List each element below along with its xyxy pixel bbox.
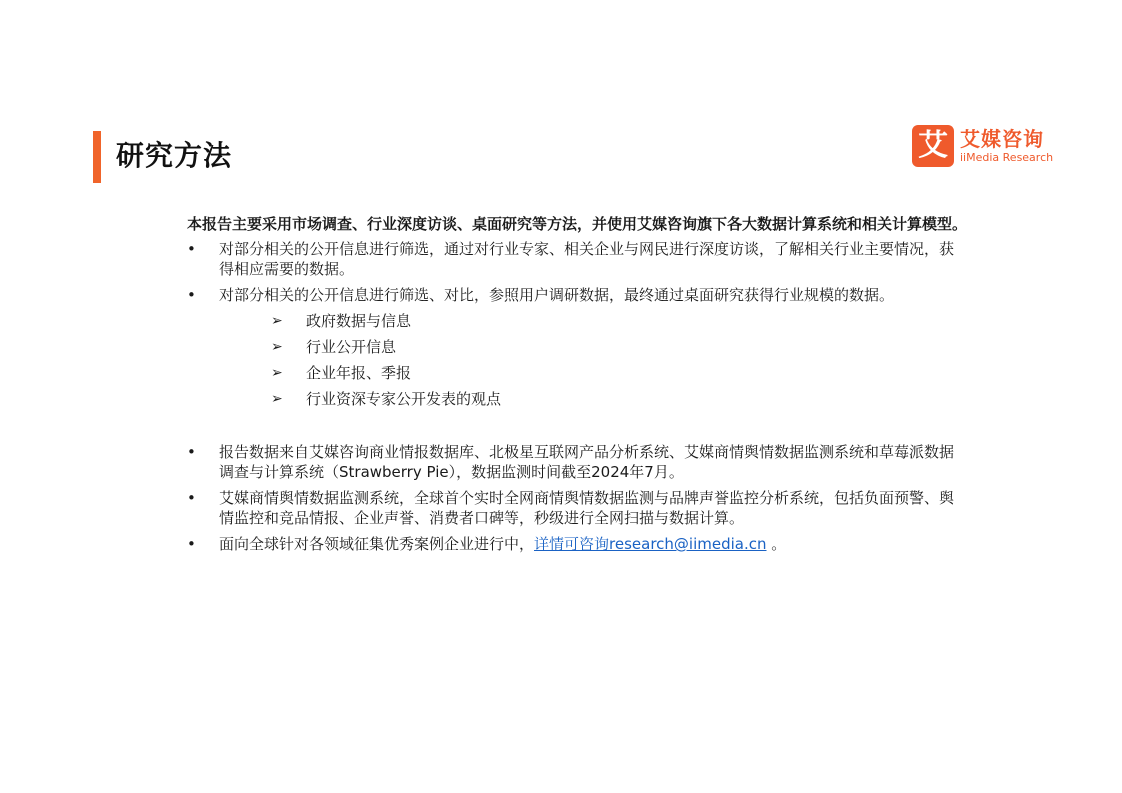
sub-list-item: [187, 337, 967, 357]
list-item-text: 报告数据来自艾媒咨询商业情报数据库、北极星互联网产品分析系统、艾媒商情舆情数据监测系统和草莓派数据调查与计算系统（Strawberry Pie），数据监测时间截至2024年7月。: [219, 443, 955, 481]
list-item: [187, 239, 967, 279]
contact-email-link[interactable]: 详情可咨询research@iimedia.cn: [534, 535, 767, 553]
bullet-icon: •: [187, 535, 196, 553]
arrow-bullet-icon: ➢: [271, 339, 283, 355]
sub-item-text: 行业资深专家公开发表的观点: [306, 390, 502, 408]
list-item: [187, 442, 967, 482]
sub-item-text: 企业年报、季报: [306, 364, 412, 382]
bullet-icon: •: [187, 286, 196, 304]
title-accent-bar: [93, 131, 101, 183]
list-item-text: 艾媒商情舆情数据监测系统，全球首个实时全网商情舆情数据监测与品牌声誉监控分析系统，包括负面预警、舆情监控和竞品情报、企业声誉、消费者口碑等，秒级进行全网扫描与数据计算。: [219, 489, 955, 527]
logo-name-en: iiMedia Research: [960, 151, 1054, 164]
sub-list-item: [187, 363, 967, 383]
sub-list-item: [187, 389, 967, 409]
bullet-icon: •: [187, 240, 196, 258]
list-item-text: 面向全球针对各领域征集优秀案例企业进行中，: [219, 535, 535, 553]
intro-paragraph: 本报告主要采用市场调查、行业深度访谈、桌面研究等方法，并使用艾媒咨询旗下各大数据计算系统和相关计算模型。: [187, 215, 968, 233]
sub-item-text: 行业公开信息: [306, 338, 397, 356]
list-item-text: 对部分相关的公开信息进行筛选、对比，参照用户调研数据，最终通过桌面研究获得行业规模的数据。: [219, 286, 895, 304]
bullet-icon: •: [187, 489, 196, 507]
sub-list-item: [187, 311, 967, 331]
logo-name-cn: 艾媒咨询: [960, 127, 1044, 151]
arrow-bullet-icon: ➢: [271, 365, 283, 381]
arrow-bullet-icon: ➢: [271, 313, 283, 329]
method-content: [187, 214, 967, 560]
list-item: [187, 488, 967, 528]
sub-item-text: 政府数据与信息: [306, 312, 412, 330]
bullet-icon: •: [187, 443, 196, 461]
list-item-suffix: 。: [766, 535, 787, 553]
page-title: 研究方法: [116, 139, 233, 172]
list-item-text: 对部分相关的公开信息进行筛选，通过对行业专家、相关企业与网民进行深度访谈，了解相关行业主要情况，获得相应需要的数据。: [219, 240, 955, 278]
list-item: [187, 285, 967, 305]
brand-logo: [912, 125, 1053, 167]
arrow-bullet-icon: ➢: [271, 391, 283, 407]
list-item: [187, 534, 967, 554]
logo-mark: 艾: [912, 125, 954, 167]
